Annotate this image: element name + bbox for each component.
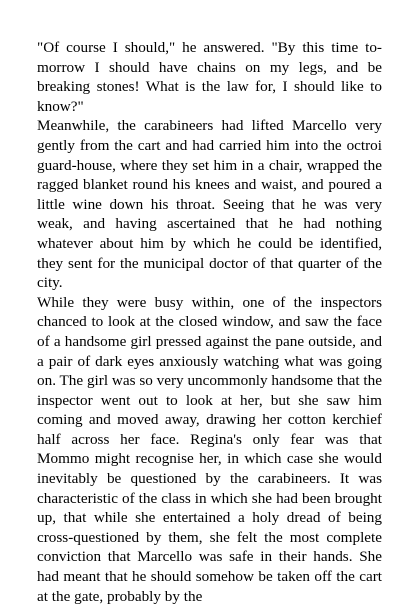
paragraph-window-girl: While they were busy within, one of the inspectors chanced to look at the closed window, and saw the face of a handsome girl pressed against the pane outside, and a pair of dark eyes anxiously watching what was going on. The girl was so very uncommonly handsome that the inspector went out to look at her, but she saw him coming and moved away, drawing her cotton kerchief half across her face. Regina's only fear was that Mommo might recognise her, in which case she would inevitably be questioned by the carabineers. It was characteristic of the class in which she had been brought up, that while she entertained a holy dread of being cross-questioned by them, she felt the most complete conviction that Marcello was safe in their hands. She had meant that he should somehow be taken off the cart at the gate, probably by the <box>37 293 382 605</box>
paragraph-dialogue: "Of course I should," he answered. "By this time to-morrow I should have chains on my legs, and be breaking stones! What is the law for, I should like to know?" <box>37 39 382 115</box>
document-page <box>37 38 382 606</box>
paragraph-guard-house: Meanwhile, the carabineers had lifted Marcello very gently from the cart and had carried him into the octroi guard-house, where they set him in a chair, wrapped the ragged blanket round his knees and waist, and poured a little wine down his throat. Seeing that he was very weak, and having ascertained that he had nothing whatever about him by which he could be identified, they sent for the municipal doctor of that quarter of the city. <box>37 117 382 292</box>
